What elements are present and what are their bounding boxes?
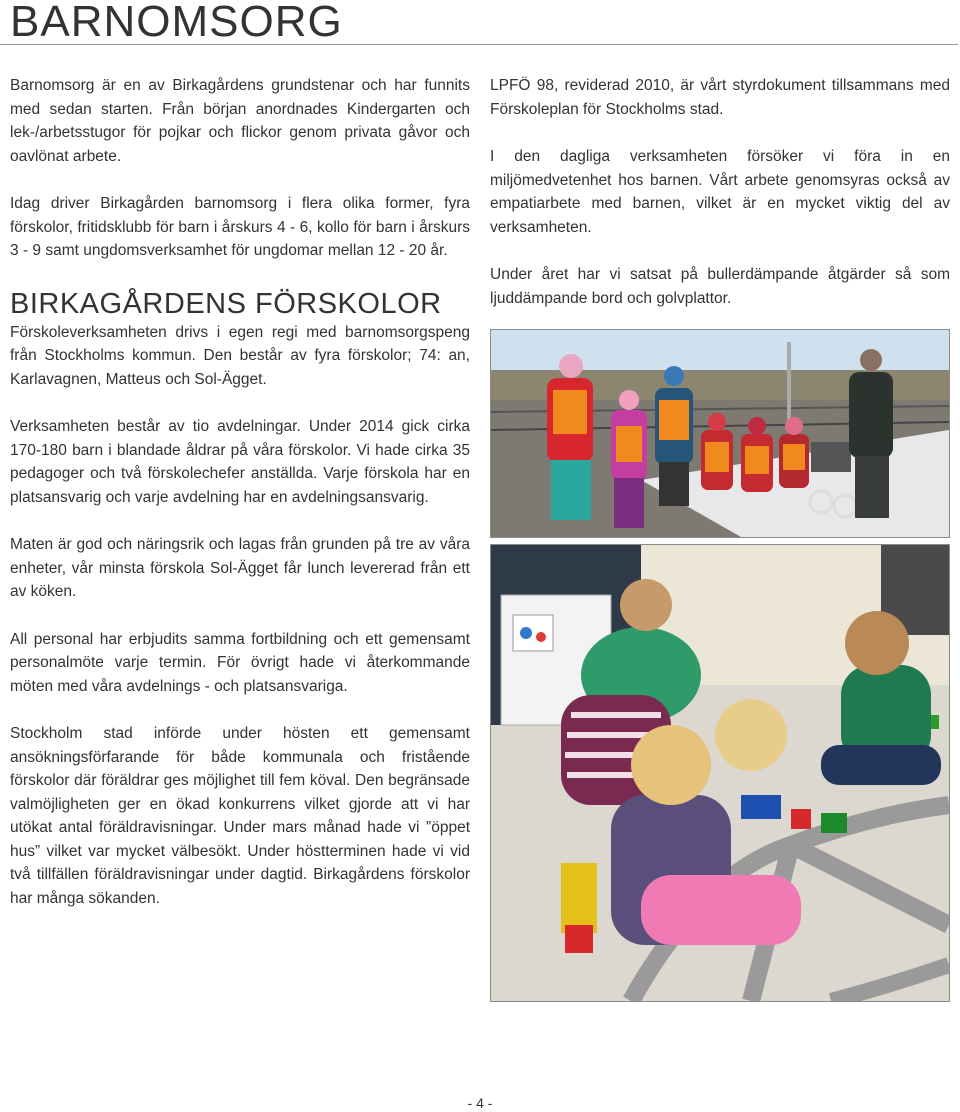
staff-training-paragraph: All personal har erbjudits samma fortbildning och ett gemensamt personalmöte varje termin. För övrigt hade vi återkommande möten med våra avdelnings - och platsansvariga.	[10, 630, 470, 695]
outdoor-children-photo	[490, 329, 950, 538]
right-column	[490, 74, 950, 334]
section-title: BIRKAGÅRDENS FÖRSKOLOR	[10, 287, 442, 320]
title-divider	[0, 44, 958, 45]
left-column	[10, 74, 470, 934]
page-number: - 4 -	[467, 1095, 493, 1111]
indoor-play-photo	[490, 544, 950, 1002]
departments-paragraph: Verksamheten består av tio avdelningar. Under 2014 gick cirka 170-180 barn i blandade åldrar på våra förskolor. Vi hade cirka 35 pedagoger och två förskolechefer anställda. Varje förskola har en platsansvarig och varje avdelning har en avdelningsansvarig.	[10, 418, 470, 506]
operations-paragraph: Idag driver Birkagården barnomsorg i flera olika former, fyra förskolor, fritidsklubb för barn i årskurs 4 - 6, kollo för barn i årskurs 3 - 9 samt ungdomsverksamhet för ungdomar mellan 12 - 20 år.	[10, 195, 470, 259]
environment-paragraph: I den dagliga verksamheten försöker vi föra in en miljömedvetenhet hos barnen. Vårt arbete genomsyras också av empatiarbete med barnen, vilket är en mycket viktig del av verksamheten.	[490, 148, 950, 236]
application-paragraph: Stockholm stad införde under hösten ett gemensamt ansökningsförfarande för både kommunala och fristående förskolor där föräldrar ges möjlighet till fem köval. Den begränsade valmöjligheten ger en ökad konkurrens vilket gjorde att vi har utökat antal föräldravisningar. Under mars månad hade vi ”öppet hus” vilket var mycket välbesökt. Under höstterminen hade vi vid två tillfällen föräldravisningar under dagtid. Birkagårdens förskolor har många sökanden.	[10, 725, 470, 907]
intro-paragraph: Barnomsorg är en av Birkagårdens grundstenar och har funnits med sedan starten. Från början anordnades Kindergarten och lek-/arbetsstugor för pojkar och flickor genom privata gåvor och oavlönat arbete.	[10, 77, 470, 165]
lpfo-paragraph: LPFÖ 98, reviderad 2010, är vårt styrdokument tillsammans med Förskoleplan för Stockholms stad.	[490, 77, 950, 118]
noise-paragraph: Under året har vi satsat på bullerdämpande åtgärder så som ljuddämpande bord och golvplattor.	[490, 266, 950, 307]
food-paragraph: Maten är god och näringsrik och lagas från grunden på tre av våra enheter, vår minsta förskola Sol-Ägget får lunch levererad från ett av köken.	[10, 536, 470, 600]
page-title: BARNOMSORG	[10, 0, 343, 46]
preschool-intro-paragraph: Förskoleverksamheten drivs i egen regi med barnomsorgspeng från Stockholms kommun. Den består av fyra förskolor; 74: an, Karlavagnen, Matteus och Sol-Ägget.	[10, 323, 470, 388]
